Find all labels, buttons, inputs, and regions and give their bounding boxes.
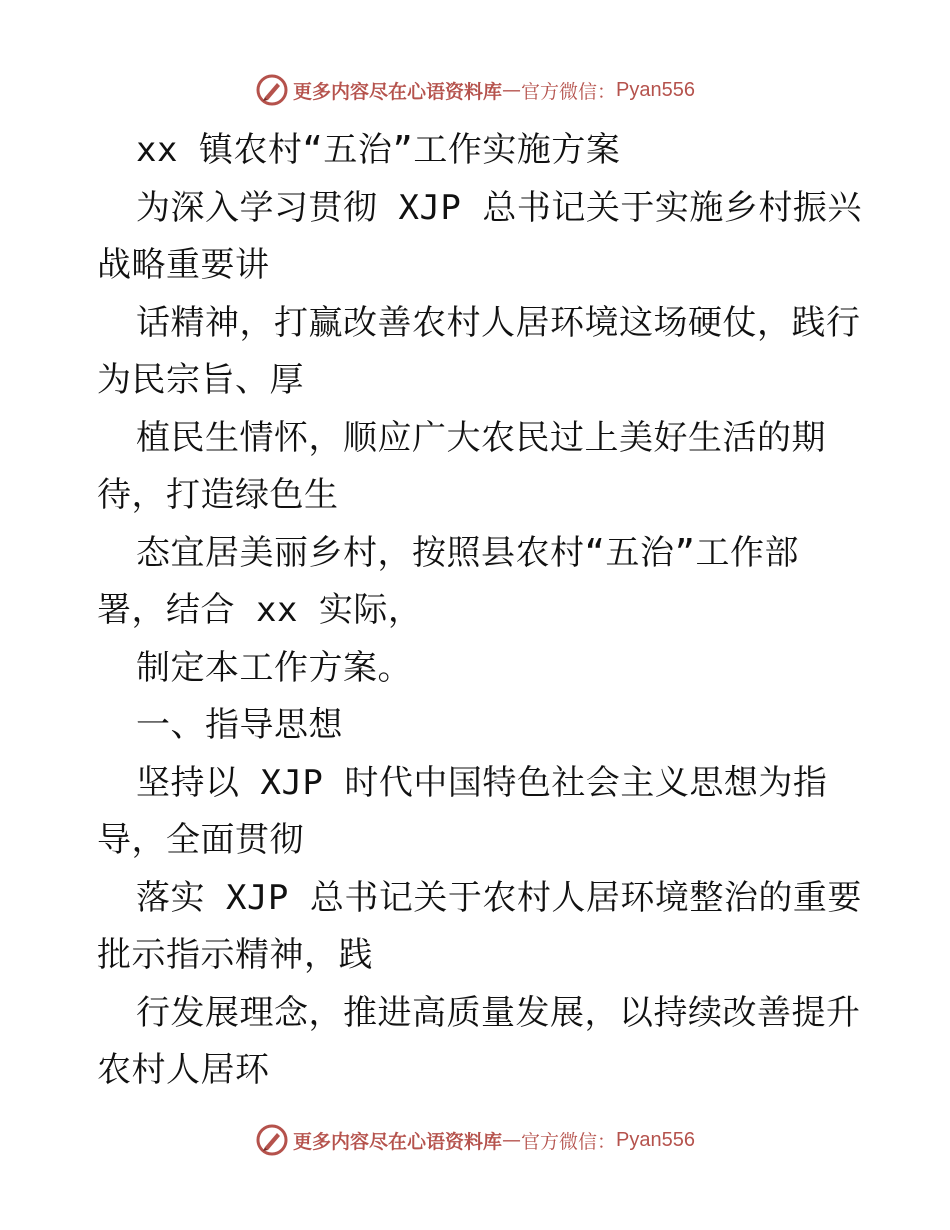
paragraph-line: 导，全面贯彻 — [97, 820, 304, 860]
paragraph-line: 为民宗旨、厚 — [97, 360, 304, 400]
paragraph-line: 为深入学习贯彻 XJP 总书记关于实施乡村振兴 — [136, 187, 862, 228]
watermark-id: Pyan556 — [616, 1128, 695, 1151]
paragraph-line: 署，结合 xx 实际， — [97, 590, 423, 630]
watermark-text: 更多内容尽在心语资料库 — [293, 80, 503, 103]
paragraph-line: 行发展理念，推进高质量发展，以持续改善提升 — [136, 992, 861, 1033]
pen-logo-icon — [255, 73, 289, 107]
watermark-dash: — — [502, 1129, 522, 1151]
watermark-text: 更多内容尽在心语资料库 — [293, 1130, 503, 1153]
footer-watermark — [0, 1120, 950, 1160]
pen-logo-icon — [255, 1123, 289, 1157]
header-watermark — [0, 70, 950, 110]
doc-title: xx 镇农村“五治”工作实施方案 — [136, 130, 621, 170]
document-body — [97, 122, 862, 1100]
watermark-id: Pyan556 — [616, 78, 695, 101]
paragraph-line: 批示指示精神，践 — [97, 935, 373, 975]
paragraph-line: 坚持以 XJP 时代中国特色社会主义思想为指 — [136, 762, 828, 803]
paragraph-line: 态宜居美丽乡村，按照县农村“五治”工作部 — [136, 532, 799, 573]
watermark-label: 官方微信： — [521, 1130, 617, 1153]
paragraph-line: 落实 XJP 总书记关于农村人居环境整治的重要 — [136, 877, 862, 918]
watermark-label: 官方微信： — [521, 80, 617, 103]
paragraph-line: 战略重要讲 — [97, 245, 270, 285]
paragraph-line: 制定本工作方案。 — [136, 647, 412, 688]
watermark-dash: — — [502, 79, 522, 101]
paragraph-line: 话精神，打赢改善农村人居环境这场硬仗，践行 — [136, 302, 861, 343]
section-heading: 一、指导思想 — [136, 705, 343, 745]
paragraph-line: 农村人居环 — [97, 1050, 270, 1090]
paragraph-line: 待，打造绿色生 — [97, 475, 339, 515]
paragraph-line: 植民生情怀，顺应广大农民过上美好生活的期 — [136, 417, 826, 458]
